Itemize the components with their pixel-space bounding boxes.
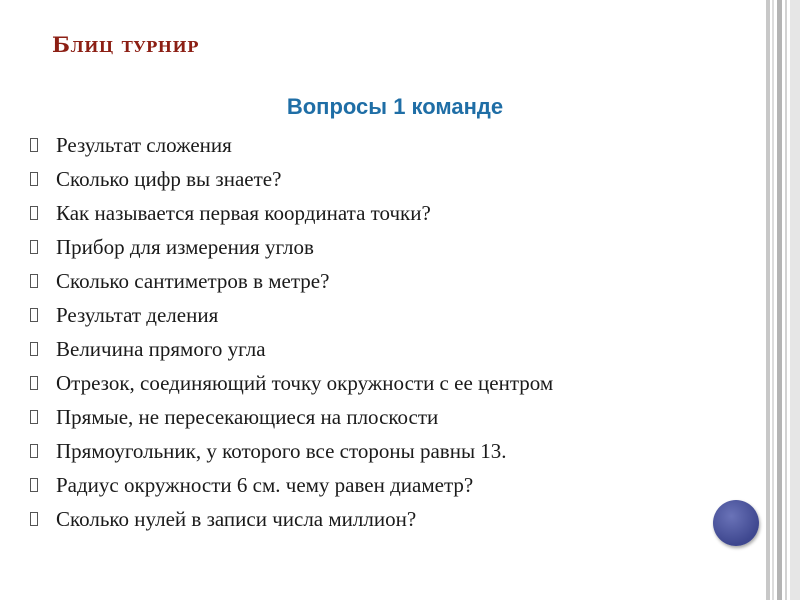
decorative-stripe <box>772 0 774 600</box>
bullet-icon <box>30 206 38 220</box>
list-item <box>30 298 553 332</box>
list-item <box>30 196 553 230</box>
decorative-stripe <box>785 0 787 600</box>
list-item <box>30 230 553 264</box>
question-text: Радиус окружности 6 см. чему равен диаметр? <box>56 472 474 497</box>
decorative-stripe <box>766 0 770 600</box>
circle-nav-button-icon[interactable] <box>713 500 759 546</box>
decorative-stripe <box>777 0 782 600</box>
question-text: Сколько цифр вы знаете? <box>56 166 282 191</box>
question-text: Отрезок, соединяющий точку окружности с ее центром <box>56 370 554 395</box>
question-text: Прибор для измерения углов <box>56 234 314 259</box>
bullet-icon <box>30 478 38 492</box>
bullet-icon <box>30 274 38 288</box>
list-item <box>30 434 553 468</box>
list-item <box>30 332 553 366</box>
list-item <box>30 162 553 196</box>
question-text: Как называется первая координата точки? <box>56 200 431 225</box>
question-text: Результат сложения <box>56 132 232 157</box>
question-text: Прямоугольник, у которого все стороны равны 13. <box>56 438 507 463</box>
list-item <box>30 128 553 162</box>
question-text: Сколько нулей в записи числа миллион? <box>56 506 417 531</box>
list-item <box>30 502 553 536</box>
question-text: Результат деления <box>56 302 219 327</box>
question-list <box>30 128 553 536</box>
bullet-icon <box>30 376 38 390</box>
slide-subtitle: Вопросы 1 команде <box>286 94 504 119</box>
bullet-icon <box>30 410 38 424</box>
question-text: Величина прямого угла <box>56 336 266 361</box>
slide-title: Блиц турнир <box>52 32 199 57</box>
list-item <box>30 366 553 400</box>
bullet-icon <box>30 512 38 526</box>
bullet-icon <box>30 138 38 152</box>
bullet-icon <box>30 172 38 186</box>
list-item <box>30 400 553 434</box>
bullet-icon <box>30 444 38 458</box>
bullet-icon <box>30 308 38 322</box>
list-item <box>30 468 553 502</box>
question-text: Прямые, не пересекающиеся на плоскости <box>56 404 439 429</box>
decorative-stripe <box>790 0 800 600</box>
list-item <box>30 264 553 298</box>
bullet-icon <box>30 342 38 356</box>
question-text: Сколько сантиметров в метре? <box>56 268 330 293</box>
bullet-icon <box>30 240 38 254</box>
